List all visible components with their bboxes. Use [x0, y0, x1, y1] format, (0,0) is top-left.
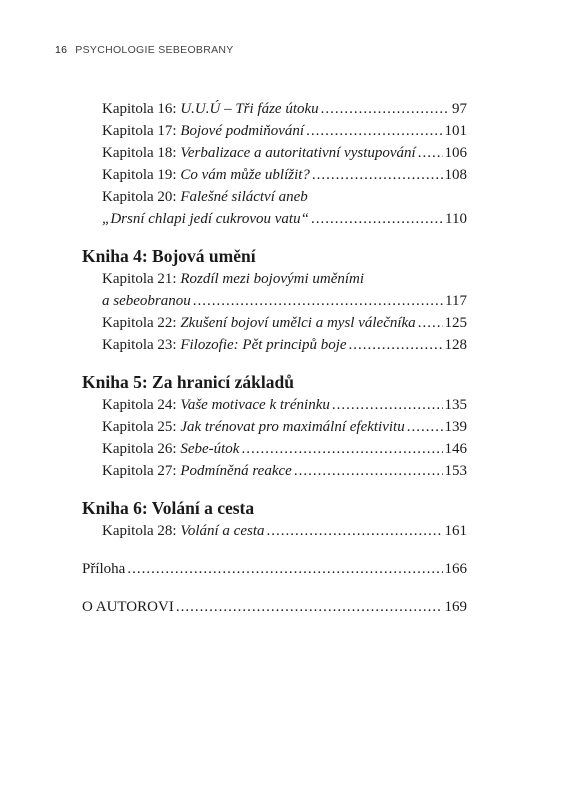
- chapter-prefix: Kapitola 26:: [102, 441, 181, 457]
- dot-leader: [241, 438, 442, 460]
- chapter-prefix: Kapitola 25:: [102, 419, 181, 435]
- page-ref: 135: [444, 397, 467, 413]
- toc-entry-ch25[interactable]: [82, 416, 467, 438]
- spacer: [82, 542, 467, 558]
- dot-leader: [127, 558, 442, 580]
- page-ref: 166: [444, 561, 467, 577]
- dot-leader: [306, 120, 442, 142]
- page-ref: 128: [444, 337, 467, 353]
- toc-entry-ch18[interactable]: [82, 142, 467, 164]
- chapter-title: Co vám může ublížit?: [180, 167, 310, 183]
- dot-leader: [311, 208, 443, 230]
- chapter-title: Vaše motivace k tréninku: [180, 397, 330, 413]
- page-ref: 125: [444, 315, 467, 331]
- toc-entry-about[interactable]: [82, 596, 467, 618]
- chapter-title: Rozdíl mezi bojovými uměními: [180, 271, 365, 287]
- dot-leader: [176, 596, 443, 618]
- page-number: 16: [55, 44, 68, 56]
- about-label: O AUTOROVI: [82, 599, 174, 615]
- chapter-title: Falešné siláctví aneb: [180, 189, 308, 205]
- chapter-prefix: Kapitola 21:: [102, 271, 181, 287]
- chapter-title: Sebe-útok: [180, 441, 240, 457]
- appendix-label: Příloha: [82, 561, 126, 577]
- chapter-title: Zkušení bojoví umělci a mysl válečníka: [180, 315, 416, 331]
- dot-leader: [332, 394, 443, 416]
- dot-leader: [349, 334, 443, 356]
- dot-leader: [407, 416, 443, 438]
- chapter-title: U.U.Ú – Tři fáze útoku: [180, 101, 319, 117]
- chapter-title: Filozofie: Pět principů boje: [180, 337, 347, 353]
- chapter-prefix: Kapitola 17:: [102, 123, 181, 139]
- chapter-prefix: Kapitola 24:: [102, 397, 181, 413]
- page-ref: 161: [444, 523, 467, 539]
- page-ref: 110: [445, 211, 467, 227]
- chapter-title: Volání a cesta: [180, 523, 265, 539]
- toc-entry-ch16[interactable]: [82, 98, 467, 120]
- page-ref: 146: [444, 441, 467, 457]
- page-ref: 117: [445, 293, 467, 309]
- toc-entry-ch22[interactable]: [82, 312, 467, 334]
- book-4-title[interactable]: Kniha 4: Bojová umění: [82, 246, 256, 266]
- toc-entry-ch20-line1[interactable]: [82, 186, 467, 208]
- chapter-prefix: Kapitola 18:: [102, 145, 181, 161]
- dot-leader: [418, 142, 443, 164]
- toc-entry-ch21-line1[interactable]: [82, 268, 467, 290]
- toc-entry-ch20-line2[interactable]: [82, 208, 467, 230]
- running-head: [55, 44, 234, 56]
- chapter-prefix: Kapitola 28:: [102, 523, 181, 539]
- dot-leader: [193, 290, 443, 312]
- chapter-title: Verbalizace a autoritativní vystupování: [180, 145, 416, 161]
- chapter-prefix: Kapitola 20:: [102, 189, 181, 205]
- toc-entry-ch27[interactable]: [82, 460, 467, 482]
- table-of-contents: [82, 98, 467, 618]
- book-6-title[interactable]: Kniha 6: Volání a cesta: [82, 498, 255, 518]
- toc-entry-appendix[interactable]: [82, 558, 467, 580]
- toc-entry-ch21-line2[interactable]: [82, 290, 467, 312]
- chapter-prefix: Kapitola 19:: [102, 167, 181, 183]
- chapter-title-cont: a sebeobranou: [102, 293, 191, 309]
- running-title: PSYCHOLOGIE SEBEOBRANY: [75, 44, 234, 56]
- toc-entry-ch17[interactable]: [82, 120, 467, 142]
- chapter-prefix: Kapitola 27:: [102, 463, 181, 479]
- spacer: [82, 580, 467, 596]
- page-ref: 139: [444, 419, 467, 435]
- book-5-title[interactable]: Kniha 5: Za hranicí základů: [82, 372, 294, 392]
- page-ref: 97: [452, 101, 467, 117]
- chapter-title: Jak trénovat pro maximální efektivitu: [180, 419, 405, 435]
- dot-leader: [266, 520, 442, 542]
- chapter-prefix: Kapitola 16:: [102, 101, 181, 117]
- page-ref: 108: [444, 167, 467, 183]
- dot-leader: [418, 312, 443, 334]
- page-ref: 169: [444, 599, 467, 615]
- toc-entry-ch28[interactable]: [82, 520, 467, 542]
- page-ref: 106: [444, 145, 467, 161]
- page-ref: 153: [444, 463, 467, 479]
- toc-entry-ch19[interactable]: [82, 164, 467, 186]
- chapter-title-cont: „Drsní chlapi jedí cukrovou vatu“: [102, 211, 309, 227]
- dot-leader: [294, 460, 443, 482]
- chapter-title: Podmíněná reakce: [180, 463, 292, 479]
- dot-leader: [312, 164, 443, 186]
- toc-entry-ch26[interactable]: [82, 438, 467, 460]
- page-ref: 101: [444, 123, 467, 139]
- chapter-prefix: Kapitola 23:: [102, 337, 181, 353]
- chapter-prefix: Kapitola 22:: [102, 315, 181, 331]
- chapter-title: Bojové podmiňování: [180, 123, 305, 139]
- toc-entry-ch24[interactable]: [82, 394, 467, 416]
- dot-leader: [321, 98, 450, 120]
- toc-entry-ch23[interactable]: [82, 334, 467, 356]
